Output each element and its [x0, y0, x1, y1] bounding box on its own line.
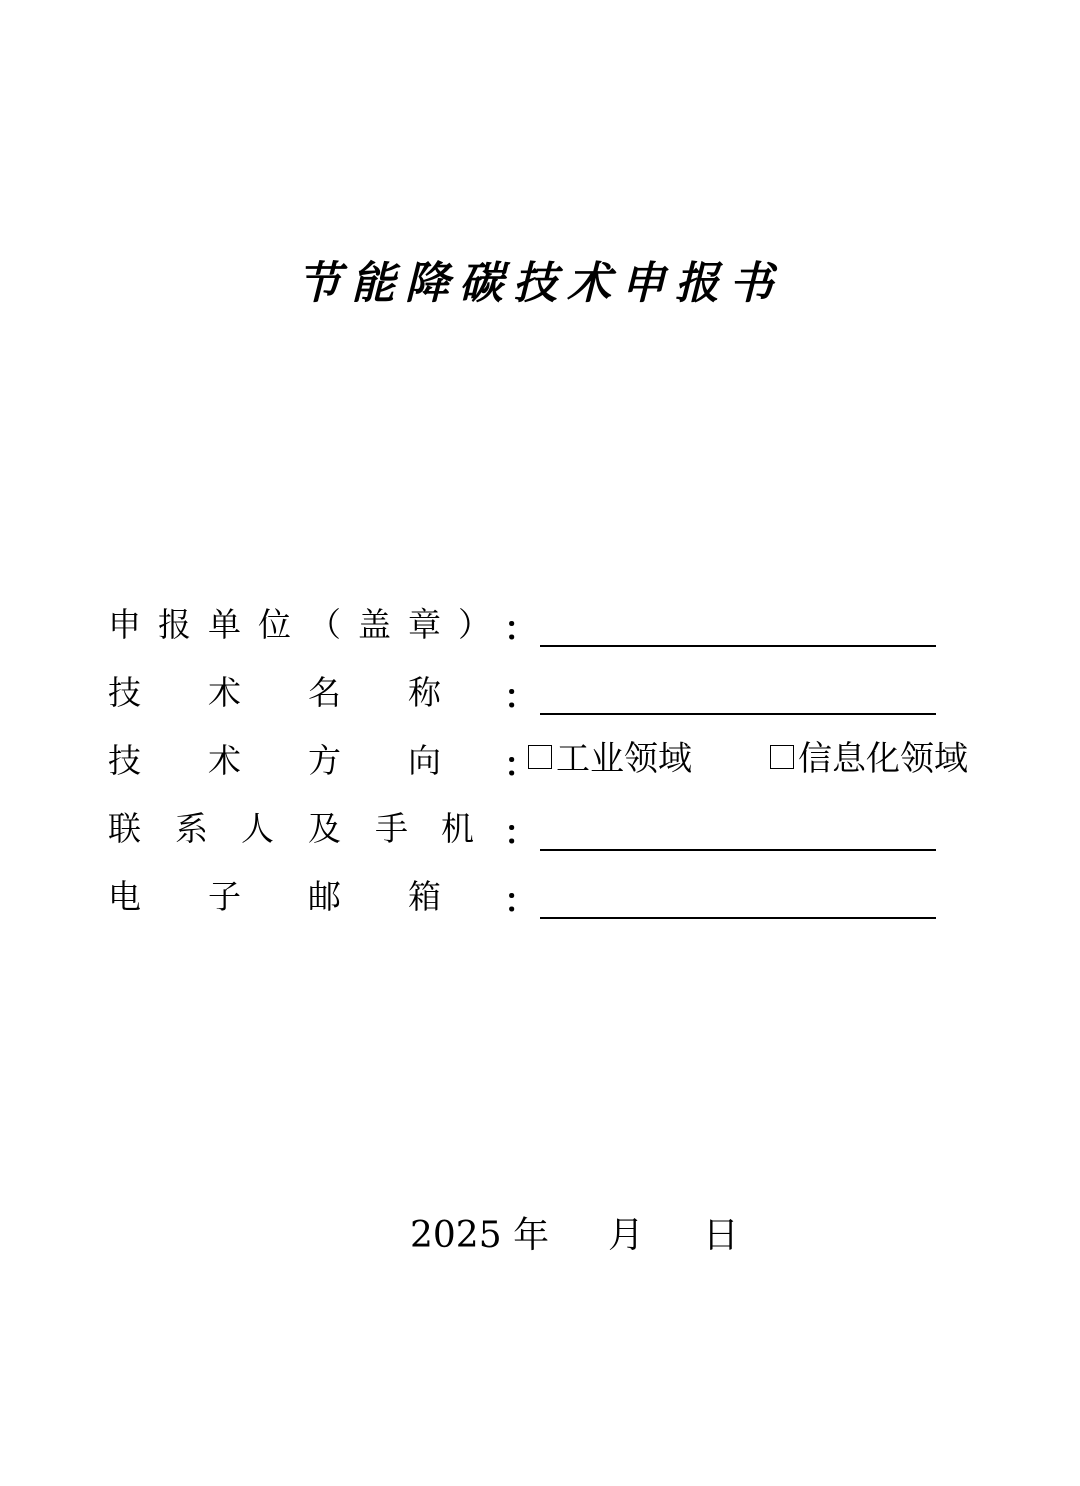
label-char: ） — [458, 605, 491, 644]
label-char: 单 — [208, 605, 241, 644]
label-char: 称 — [408, 673, 441, 712]
label-char: 电 — [108, 877, 141, 916]
label-char: 箱 — [408, 877, 441, 916]
field-label — [108, 601, 504, 649]
date-year-unit: 年 — [513, 1215, 550, 1256]
tech-name-input[interactable] — [540, 679, 936, 715]
label-char: （ — [308, 605, 341, 644]
field-colon: ： — [504, 813, 537, 852]
field-label — [108, 873, 504, 921]
checkbox-industrial[interactable] — [528, 745, 552, 769]
label-char: 技 — [108, 673, 141, 712]
option-informatization[interactable] — [770, 735, 968, 783]
field-label — [108, 805, 504, 853]
field-label — [108, 737, 504, 785]
label-char: 手 — [375, 809, 408, 848]
label-char: 位 — [258, 605, 291, 644]
date-day-unit: 日 — [702, 1215, 739, 1256]
field-colon: ： — [504, 677, 537, 716]
label-char: 人 — [241, 809, 274, 848]
field-colon: ： — [504, 881, 537, 920]
option-label: 信息化领域 — [798, 739, 968, 779]
document-title: 节能降碳技术申报书 — [297, 258, 783, 309]
option-industrial[interactable] — [528, 735, 692, 783]
label-char: 术 — [208, 741, 241, 780]
label-char: 章 — [408, 605, 441, 644]
field-applicant-unit — [108, 601, 936, 649]
label-char: 技 — [108, 741, 141, 780]
label-char: 联 — [108, 809, 141, 848]
field-colon: ： — [504, 609, 537, 648]
field-colon: ： — [504, 745, 537, 784]
email-input[interactable] — [540, 883, 936, 919]
checkbox-informatization[interactable] — [770, 745, 794, 769]
label-char: 方 — [308, 741, 341, 780]
field-tech-direction — [108, 737, 968, 785]
label-char: 机 — [441, 809, 474, 848]
field-label — [108, 669, 504, 717]
label-char: 子 — [208, 877, 241, 916]
label-char: 向 — [408, 741, 441, 780]
option-label: 工业领域 — [556, 739, 692, 779]
date-line — [410, 1210, 739, 1262]
label-char: 邮 — [308, 877, 341, 916]
field-email — [108, 873, 936, 921]
label-char: 报 — [158, 605, 191, 644]
label-char: 术 — [208, 673, 241, 712]
applicant-unit-input[interactable] — [540, 611, 936, 647]
contact-input[interactable] — [540, 815, 936, 851]
date-month-unit: 月 — [608, 1215, 645, 1256]
label-char: 名 — [308, 673, 341, 712]
field-tech-name — [108, 669, 936, 717]
label-char: 申 — [108, 605, 141, 644]
label-char: 系 — [175, 809, 208, 848]
date-year: 2025 — [410, 1215, 502, 1256]
label-char: 盖 — [358, 605, 391, 644]
field-contact — [108, 805, 936, 853]
label-char: 及 — [308, 809, 341, 848]
